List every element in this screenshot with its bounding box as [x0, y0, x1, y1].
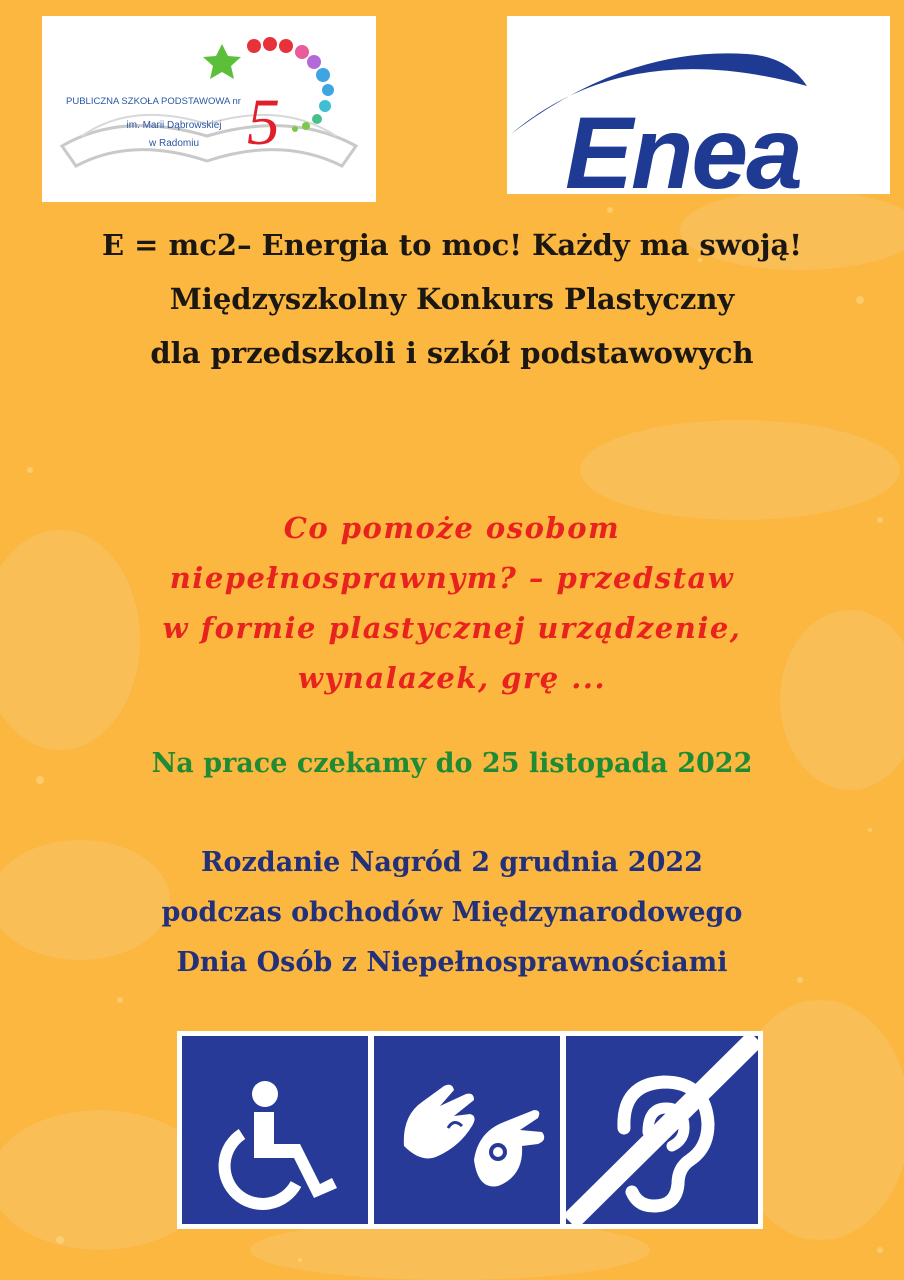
hearing-impaired-icon	[566, 1036, 758, 1224]
sign-language-icon	[374, 1036, 560, 1224]
school-name-line3: w Radomiu	[148, 138, 200, 149]
svg-text:PUBLICZNA SZKOŁA PODSTAWOWA nr	[66, 96, 241, 107]
accessibility-icons	[177, 1031, 763, 1229]
headline-line2: Międzyszkolny Konkurs Plastyczny	[169, 282, 735, 316]
awards-line2: podczas obchodów Międzynarodowego	[161, 897, 743, 928]
headline-line1: E = mc2– Energia to moc! Każdy ma swoją!	[101, 228, 803, 262]
awards-info	[0, 838, 904, 988]
school-name-line1: PUBLICZNA SZKOŁA PODSTAWOWA nr	[66, 96, 241, 107]
awards-line1: Rozdanie Nagród 2 grudnia 2022	[201, 847, 703, 878]
school-number: 5	[247, 86, 280, 159]
enea-wordmark: Enea	[565, 96, 801, 194]
wheelchair-icon	[182, 1036, 368, 1224]
contest-prompt	[0, 503, 904, 703]
prompt-line3: w formie plastycznej urządzenie,	[162, 611, 742, 645]
prompt-line2: niepełnosprawnym? – przedstaw	[169, 561, 735, 595]
submission-deadline: Na prace czekamy do 25 listopada 2022	[151, 748, 753, 779]
contest-headline	[0, 218, 904, 380]
school-name-line2: im. Marii Dąbrowskiej	[126, 120, 222, 131]
enea-logo	[507, 16, 890, 194]
headline-line3: dla przedszkoli i szkół podstawowych	[150, 336, 754, 370]
prompt-line1: Co pomoże osobom	[283, 511, 621, 545]
awards-line3: Dnia Osób z Niepełnosprawnościami	[176, 947, 728, 978]
prompt-line4: wynalazek, grę ...	[297, 661, 607, 695]
school-logo	[42, 16, 376, 202]
